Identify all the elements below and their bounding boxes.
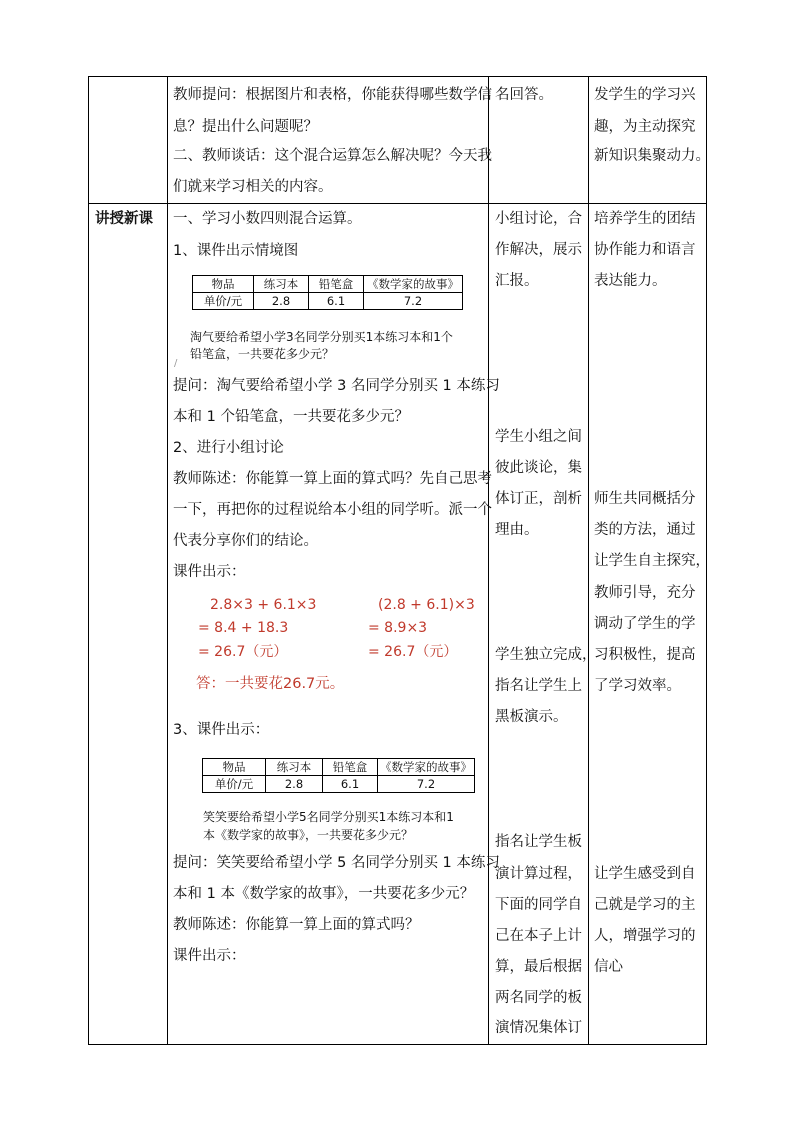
text-line: 彼此谈论，集	[495, 460, 582, 476]
price-table-2	[202, 758, 475, 793]
text-line: 调动了学生的学	[594, 616, 696, 632]
text-line: 让学生自主探究，	[594, 553, 710, 569]
table-header-cell: 练习本	[254, 276, 309, 293]
text-line: 了学习效率。	[594, 678, 681, 694]
text-line: 协作能力和语言	[594, 242, 696, 258]
calc-line: = 26.7（元）	[368, 644, 458, 660]
text-line: 指名让学生板	[495, 834, 582, 850]
caption-line: 笑笑要给希望小学5名同学分别买1本练习本和1	[203, 810, 454, 824]
table-column-divider	[488, 76, 489, 1045]
text-line: 教师引导，充分	[594, 585, 696, 601]
text-line: 己在本子上计	[495, 928, 582, 944]
text-line: 信心	[594, 959, 623, 975]
table-header-cell: 练习本	[266, 759, 323, 776]
text-line: 理由。	[495, 522, 539, 538]
caption-line: 铅笔盒，一共要花多少元？	[190, 347, 335, 361]
text-line: 们就来学习相关的内容。	[173, 179, 333, 195]
table-cell: 7.2	[378, 776, 475, 793]
table-header-cell: 《数学家的故事》	[364, 276, 463, 293]
text-line: 课件出示：	[173, 948, 246, 964]
calc-line: (2.8 + 6.1)×3	[378, 597, 475, 613]
text-line: 代表分享你们的结论。	[173, 533, 318, 549]
text-line: 培养学生的团结	[594, 211, 696, 227]
text-line: 作解决，展示	[495, 242, 582, 258]
text-line: 教师陈述：你能算一算上面的算式吗？先自己思考	[173, 471, 492, 487]
table-cell: 单价/元	[193, 293, 254, 310]
row1-student-cell: 名回答。	[495, 87, 553, 103]
table-cell: 2.8	[266, 776, 323, 793]
table-header-cell: 物品	[193, 276, 254, 293]
table-cell: 7.2	[364, 293, 463, 310]
calc-line: 2.8×3 + 6.1×3	[210, 597, 317, 613]
calc-line: = 26.7（元）	[198, 644, 288, 660]
table-border-bottom	[88, 1044, 707, 1045]
text-line: 人，增强学习的	[594, 928, 696, 944]
text-line: 1、课件出示情境图	[173, 243, 299, 259]
table-cell: 2.8	[254, 293, 309, 310]
text-line: 一下，再把你的过程说给本小组的同学听。派一个	[173, 502, 492, 518]
text-line: 算，最后根据	[495, 959, 582, 975]
price-table-1	[192, 275, 463, 310]
text-line: 2、进行小组讨论	[173, 440, 284, 456]
text-line: 类的方法，通过	[594, 522, 696, 538]
text-line: 3、课件出示：	[173, 722, 270, 738]
table-cell: 6.1	[323, 776, 378, 793]
text-line: 息？提出什么问题呢？	[173, 119, 318, 135]
text-line: 两名同学的板	[495, 990, 582, 1006]
section-label: 讲授新课	[95, 211, 153, 227]
text-line: 师生共同概括分	[594, 491, 696, 507]
text-line: 己就是学习的主	[594, 897, 696, 913]
table-header-cell: 物品	[203, 759, 266, 776]
text-line: 新知识集聚动力。	[594, 148, 710, 164]
text-line: 让学生感受到自	[594, 866, 696, 882]
table-cell: 6.1	[309, 293, 364, 310]
text-line: 提问：笑笑要给希望小学 5 名同学分别买 1 本练习	[173, 855, 500, 871]
text-line: 趣，为主动探究	[594, 119, 696, 135]
table-header-cell: 铅笔盒	[323, 759, 378, 776]
text-line: 习积极性，提高	[594, 647, 696, 663]
text-line: 体订正，剖析	[495, 491, 582, 507]
text-line: 演情况集体订	[495, 1020, 582, 1036]
calc-line: = 8.4 + 18.3	[198, 620, 289, 636]
text-line: 一、学习小数四则混合运算。	[173, 211, 362, 227]
table-column-divider	[588, 76, 589, 1045]
text-line: 二、教师谈话：这个混合运算怎么解决呢？今天我	[173, 148, 492, 164]
text-line: 表达能力。	[594, 273, 667, 289]
caption-line: 本《数学家的故事》，一共要花多少元？	[203, 828, 414, 842]
scan-mark: /	[174, 358, 178, 369]
table-border-left	[88, 76, 89, 1045]
text-line: 汇报。	[495, 273, 539, 289]
text-line: 学生小组之间	[495, 429, 582, 445]
table-border-top	[88, 76, 707, 77]
text-line: 黑板演示。	[495, 709, 568, 725]
text-line: 本和 1 个铅笔盒，一共要花多少元？	[173, 409, 409, 425]
text-line: 教师陈述：你能算一算上面的算式吗？	[173, 917, 420, 933]
caption-line: 淘气要给希望小学3名同学分别买1本练习本和1个	[190, 330, 453, 344]
text-line: 指名让学生上	[495, 678, 582, 694]
text-line: 提问：淘气要给希望小学 3 名同学分别买 1 本练习	[173, 378, 500, 394]
text-line: 演计算过程，	[495, 866, 582, 882]
calc-line: = 8.9×3	[368, 620, 428, 636]
text-line: 学生独立完成，	[495, 647, 597, 663]
answer-text: 答：一共要花26.7元。	[196, 676, 345, 692]
table-header-cell: 铅笔盒	[309, 276, 364, 293]
table-cell: 单价/元	[203, 776, 266, 793]
text-line: 课件出示：	[173, 564, 246, 580]
text-line: 小组讨论，合	[495, 211, 582, 227]
text-line: 教师提问：根据图片和表格，你能获得哪些数学信	[173, 87, 492, 103]
table-column-divider	[167, 76, 168, 1045]
text-line: 本和 1 本《数学家的故事》，一共要花多少元？	[173, 886, 475, 902]
text-line: 下面的同学自	[495, 897, 582, 913]
table-header-cell: 《数学家的故事》	[378, 759, 475, 776]
text-line: 发学生的学习兴	[594, 87, 696, 103]
